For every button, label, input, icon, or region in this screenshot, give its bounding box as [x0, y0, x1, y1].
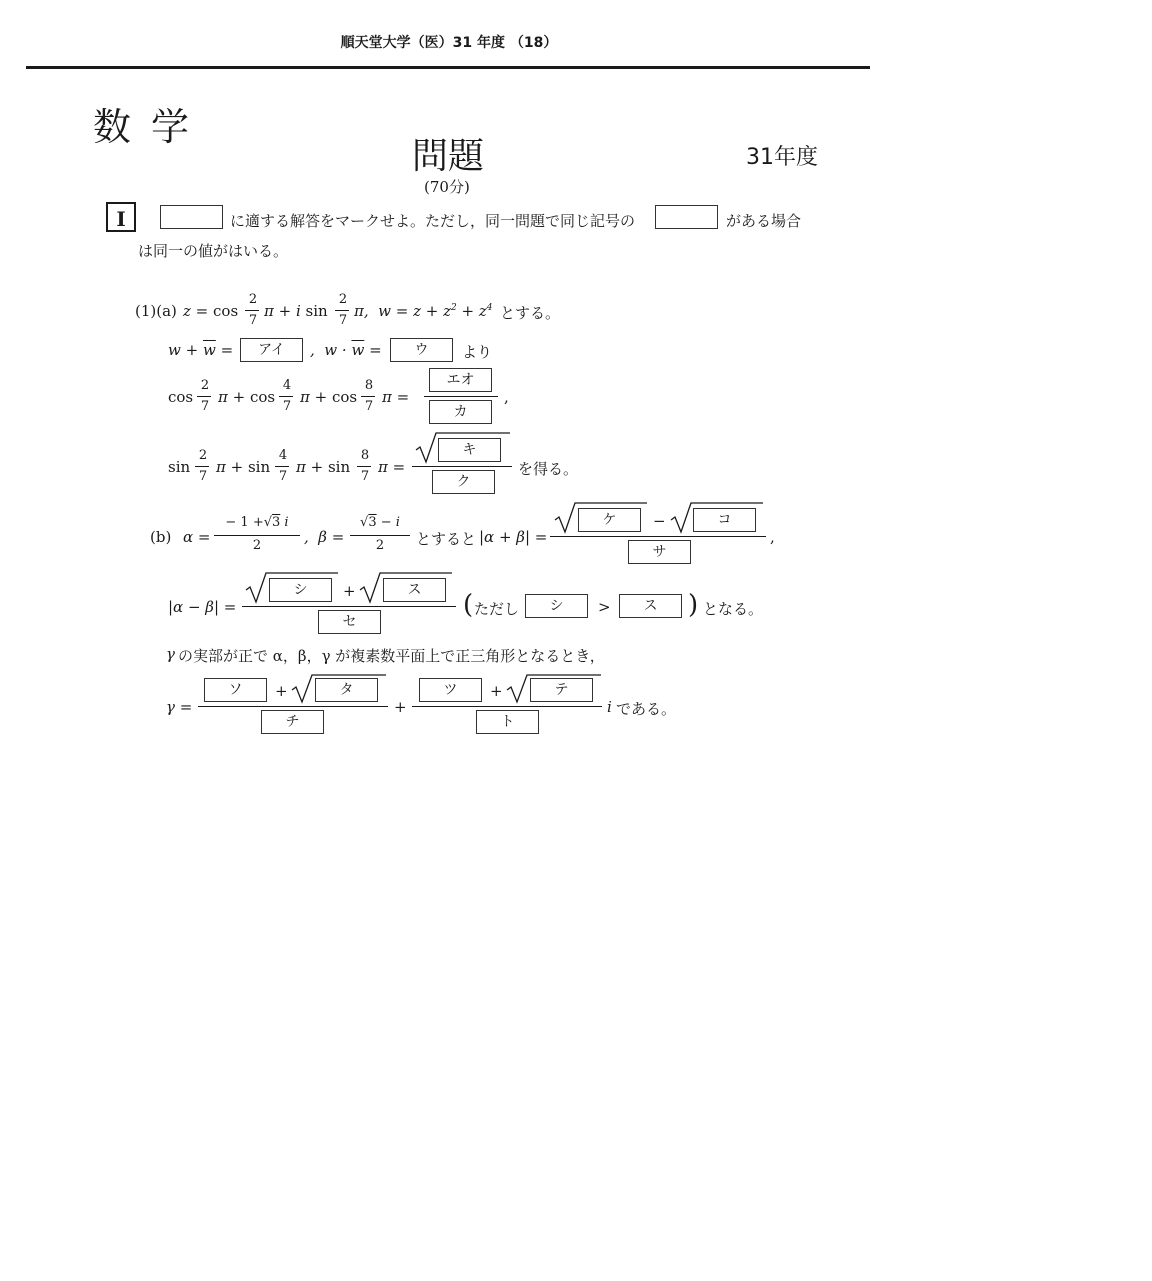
q1a-z-def: z = cos	[183, 302, 239, 320]
cos-sum: cos	[168, 388, 194, 406]
frac-num: 2	[338, 292, 348, 307]
q1b-label: (b)	[150, 528, 172, 546]
tadashi-text: ただし	[474, 600, 520, 618]
frac-line	[550, 536, 766, 537]
answer-box-ai: アイ	[240, 338, 303, 362]
q1a-z-def-2: π + i sin	[264, 302, 328, 320]
frac-den: 7	[248, 313, 258, 328]
time-limit: (70分)	[424, 178, 470, 196]
q1a-w-def: π, $w = z + z^2 + z^4$	[354, 302, 493, 320]
woeru-text: を得る。	[518, 460, 579, 478]
answer-box-ki: キ	[438, 438, 501, 462]
beta-num: √3 − i	[360, 515, 400, 530]
yori-text: より	[462, 343, 493, 361]
frac-line	[350, 535, 410, 536]
sin-sum-eq: π =	[378, 458, 406, 476]
frac-num: 2	[200, 378, 210, 393]
frac-line	[279, 396, 293, 397]
frac-num: 2	[248, 292, 258, 307]
problem-number: I	[106, 202, 136, 232]
dearu-text: である。	[616, 700, 677, 718]
frac-num: 8	[364, 378, 374, 393]
sin-sum: sin	[168, 458, 191, 476]
cos-sum-2: π + cos	[218, 388, 276, 406]
frac-den: 7	[278, 469, 288, 484]
answer-box-ta: タ	[315, 678, 378, 702]
answer-box-ku: ク	[432, 470, 495, 494]
frac-line	[361, 396, 375, 397]
open-paren: (	[463, 590, 474, 620]
answer-box-tsu: ツ	[419, 678, 482, 702]
instruction-line-2: がある場合	[726, 212, 802, 230]
frac-line	[197, 396, 211, 397]
comma: ,	[770, 528, 775, 546]
answer-box-to: ト	[476, 710, 539, 734]
i-symbol: i	[607, 698, 612, 716]
answer-box-se: セ	[318, 610, 381, 634]
cos-sum-3: π + cos	[300, 388, 358, 406]
q1a-suffix: とする。	[500, 304, 561, 322]
answer-box-chi: チ	[261, 710, 324, 734]
abs-alpha-minus-beta: |α − β| =	[168, 598, 237, 616]
frac-line	[245, 310, 259, 311]
abs-alpha-plus-beta: |α + β| =	[479, 528, 548, 546]
sin-sum-2: π + sin	[216, 458, 271, 476]
plus-sign: +	[343, 582, 356, 600]
answer-box-su-2: ス	[619, 594, 682, 618]
beta-def: , β =	[304, 528, 345, 546]
answer-box-su: ス	[383, 578, 446, 602]
answer-box-shi: シ	[269, 578, 332, 602]
instruction-line-3: は同一の値がはいる。	[138, 242, 289, 260]
instruction-line-1: に適する解答をマークせよ。ただし，同一問題で同じ記号の	[230, 212, 636, 230]
greater-sign: >	[598, 598, 611, 616]
frac-den: 7	[364, 399, 374, 414]
w-plus-wbar: $w + \overline{w}$ =	[168, 341, 234, 359]
alpha-def: α =	[183, 528, 211, 546]
answer-box-ka: カ	[429, 400, 492, 424]
answer-box-eo: エオ	[429, 368, 492, 392]
blank-box-example	[160, 205, 223, 229]
frac-line	[335, 310, 349, 311]
frac-den: 7	[360, 469, 370, 484]
answer-box-ko: コ	[693, 508, 756, 532]
answer-box-so: ソ	[204, 678, 267, 702]
frac-line	[195, 466, 209, 467]
frac-num: 4	[278, 448, 288, 463]
answer-box-ke: ケ	[578, 508, 641, 532]
alpha-num: − 1 +√3 i	[225, 515, 289, 530]
sin-sum-3: π + sin	[296, 458, 351, 476]
comma: ,	[504, 388, 509, 406]
gamma-symbol: γ	[166, 645, 175, 663]
frac-line	[357, 466, 371, 467]
answer-box-te: テ	[530, 678, 593, 702]
gamma-eq: γ =	[166, 698, 193, 716]
frac-line	[214, 535, 300, 536]
frac-den: 7	[282, 399, 292, 414]
answer-box-u: ウ	[390, 338, 453, 362]
beta-den: 2	[375, 538, 385, 553]
frac-num: 2	[198, 448, 208, 463]
year-label: 31年度	[746, 145, 818, 170]
frac-line	[412, 706, 602, 707]
minus-sign: −	[653, 512, 666, 530]
frac-den: 7	[198, 469, 208, 484]
header-rule	[26, 66, 870, 69]
close-paren: )	[688, 590, 699, 620]
frac-line	[242, 606, 456, 607]
plus-sign: +	[490, 682, 503, 700]
tosuruto-text: とすると	[416, 530, 477, 548]
frac-line	[275, 466, 289, 467]
page-header: 順天堂大学（医）31 年度 （18）	[340, 35, 558, 51]
answer-box-sa: サ	[628, 540, 691, 564]
page-title: 問題	[412, 136, 485, 177]
gamma-condition: の実部が正で α，β，γ が複素数平面上で正三角形となるとき，	[178, 647, 605, 665]
alpha-den: 2	[252, 538, 262, 553]
subject-title: 数学	[93, 105, 210, 149]
plus-sign: +	[394, 698, 407, 716]
answer-box-shi-2: シ	[525, 594, 588, 618]
frac-num: 8	[360, 448, 370, 463]
frac-num: 4	[282, 378, 292, 393]
plus-sign: +	[275, 682, 288, 700]
frac-den: 7	[338, 313, 348, 328]
frac-line	[412, 466, 512, 467]
blank-box-example-2	[655, 205, 718, 229]
frac-line	[198, 706, 388, 707]
q1a-label: (1)(a)	[135, 302, 177, 320]
frac-den: 7	[200, 399, 210, 414]
tonaru-text: となる。	[703, 600, 764, 618]
w-times-wbar: , $w \cdot \overline{w}$ =	[310, 341, 382, 359]
cos-sum-eq: π =	[382, 388, 410, 406]
frac-line	[424, 396, 498, 397]
